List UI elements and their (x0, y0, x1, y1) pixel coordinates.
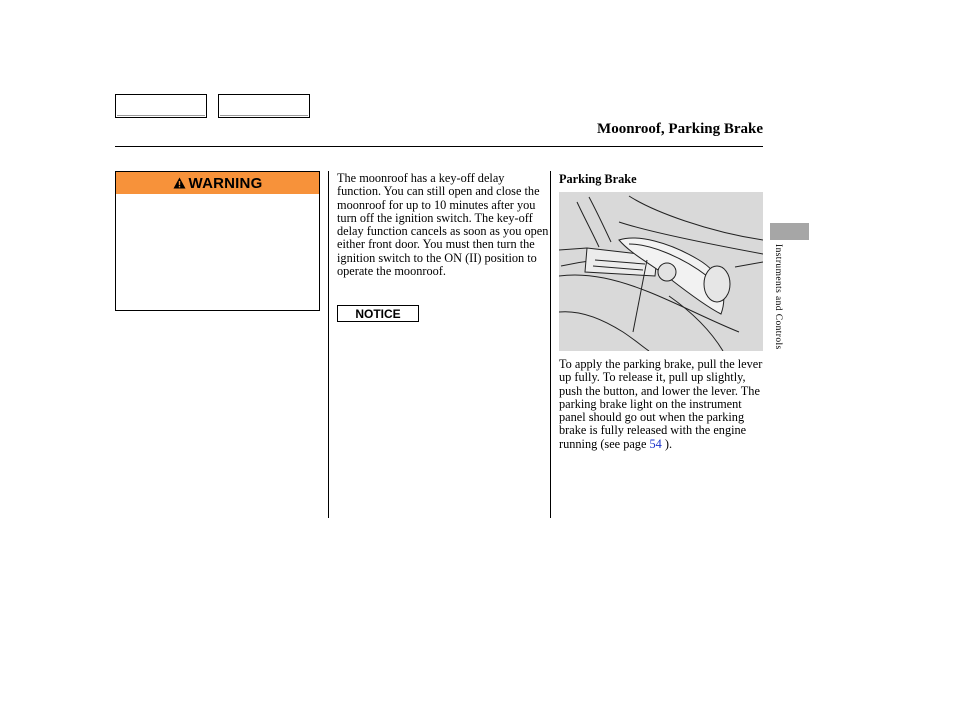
nav-button-previous[interactable] (115, 94, 207, 118)
warning-box (115, 171, 320, 311)
column-divider (328, 171, 329, 518)
warning-header (116, 172, 319, 194)
parking-brake-illustration (559, 192, 763, 351)
page-title: Moonroof, Parking Brake (597, 121, 763, 137)
section-heading: Parking Brake (559, 172, 637, 186)
warning-label: WARNING (188, 174, 263, 192)
page-reference-link[interactable]: 54 (649, 436, 662, 451)
notice-label: NOTICE (337, 305, 419, 322)
title-divider (115, 146, 763, 147)
section-tab-label: Instruments and Controls (773, 244, 783, 350)
warning-triangle-icon (173, 177, 186, 189)
parking-brake-text: To apply the parking brake, pull the lever up fully. To release it, pull up slightly, push the button, and lower the lever. The parking brake light on the instrument panel should go out when the parking brake is fully released with the engine running (see page (559, 357, 763, 451)
parking-brake-text-end: ). (664, 436, 673, 451)
nav-button-next[interactable] (218, 94, 310, 118)
moonroof-paragraph: The moonroof has a key-off delay function. You can still open and close the moonroof for up to 10 minutes after you turn off the ignition switch. The key-off delay function cancels as soon as you open either front door. You must then turn the ignition switch to the ON (II) position to operate the moonroof. (337, 171, 549, 279)
section-tab (770, 223, 809, 240)
column-divider (550, 171, 551, 518)
parking-brake-paragraph (559, 358, 765, 451)
parking-brake-drawing (559, 192, 763, 351)
